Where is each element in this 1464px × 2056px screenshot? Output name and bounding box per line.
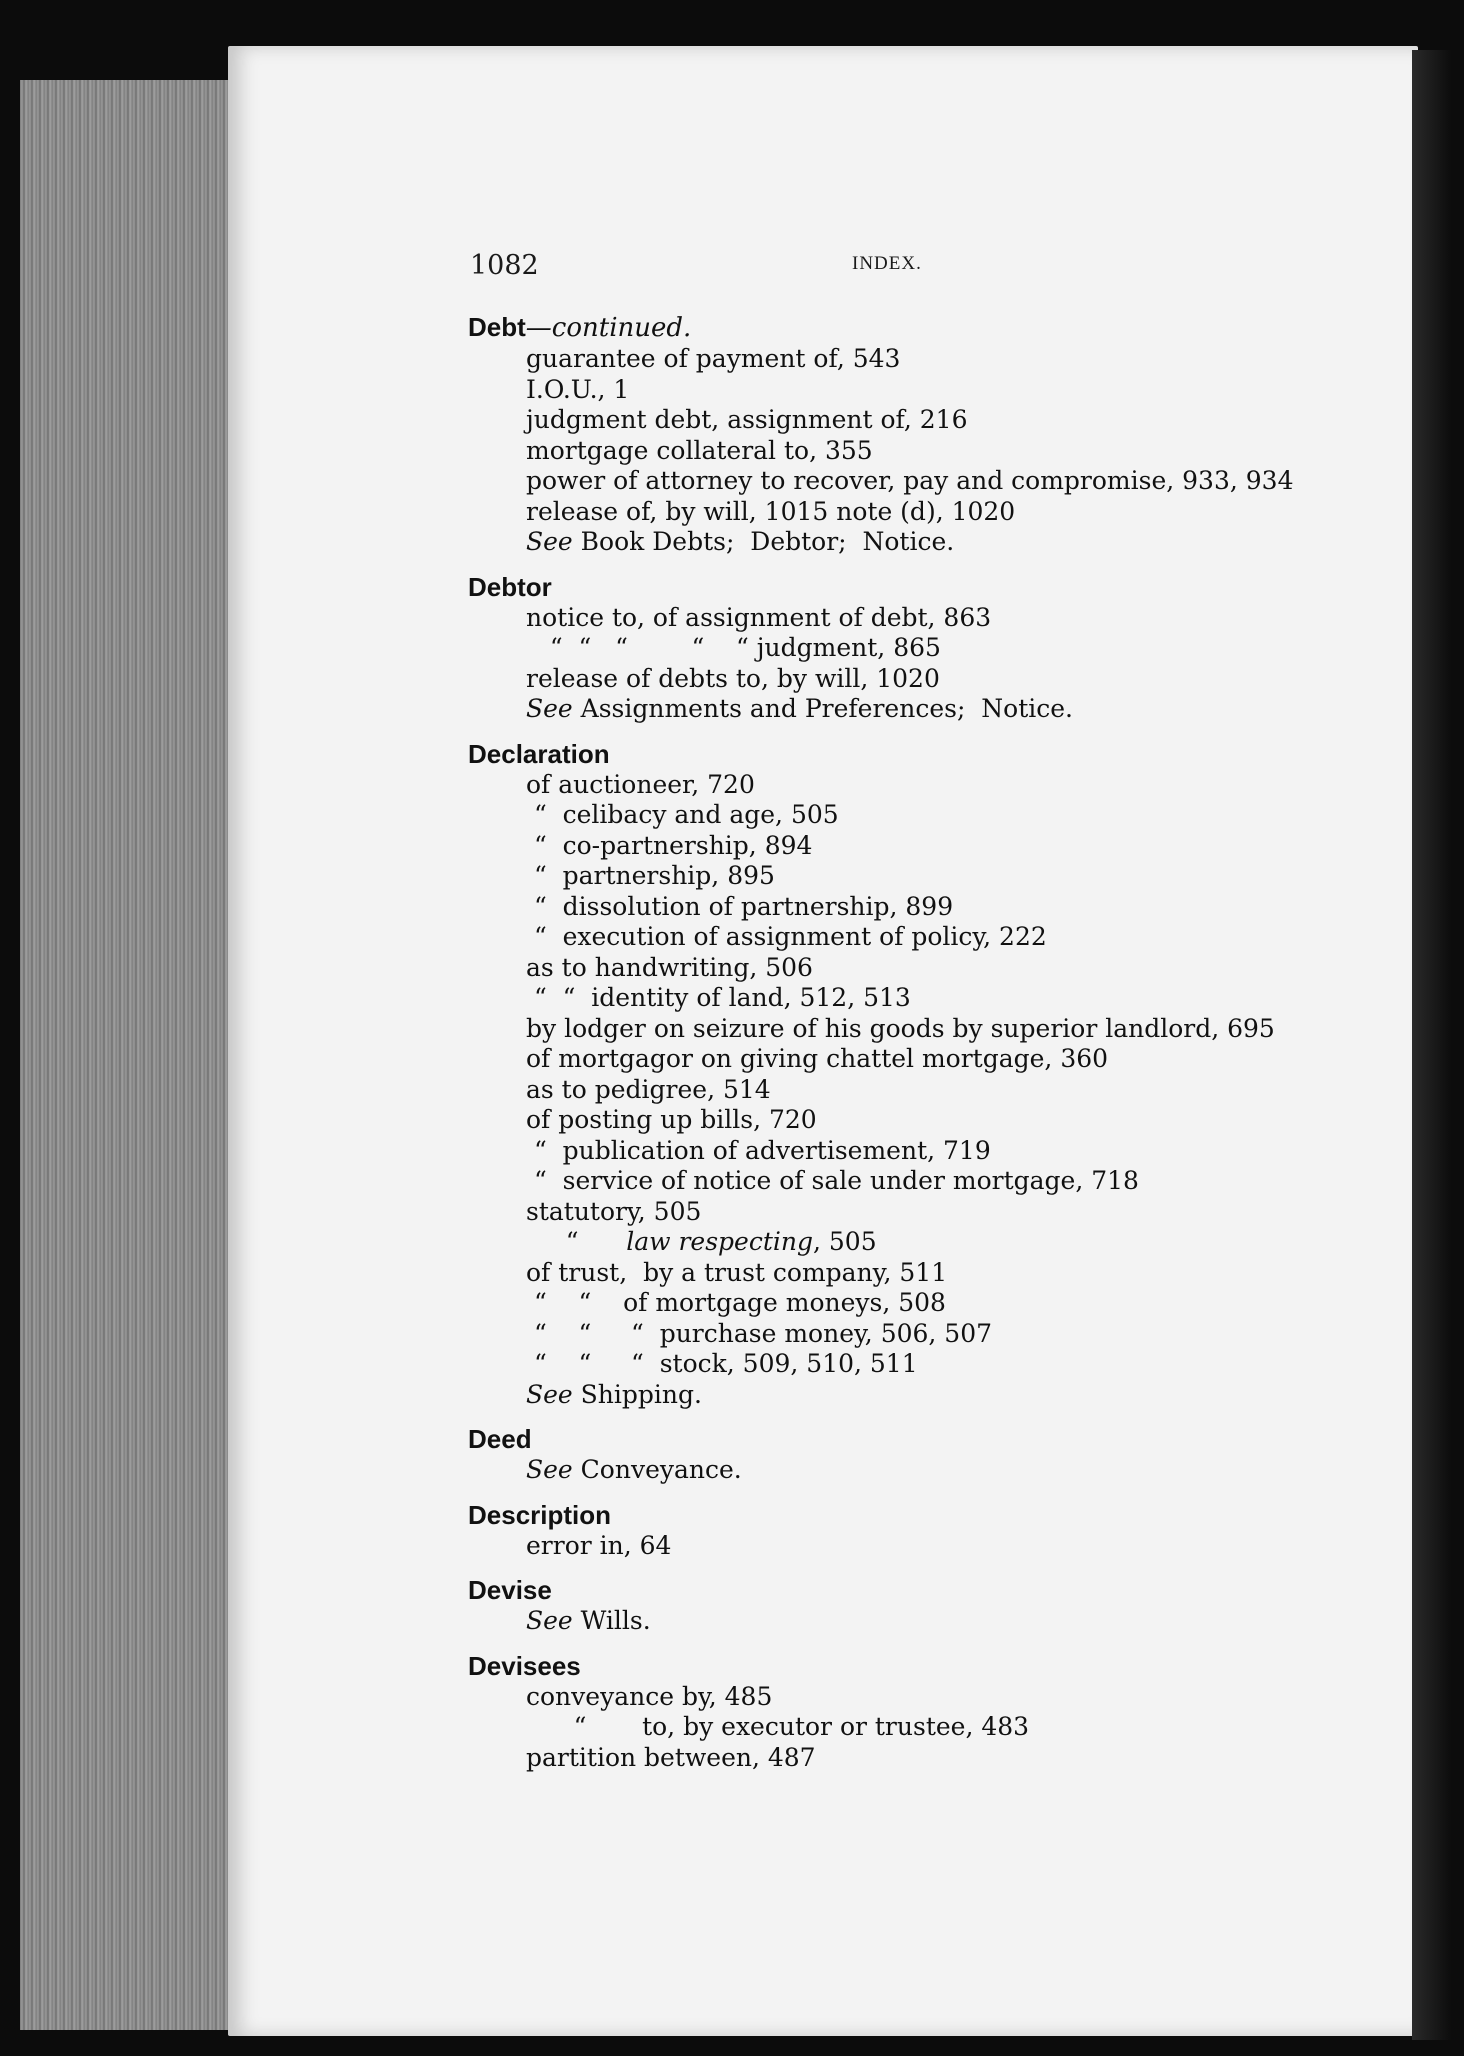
- entry-heading-suffix: —continued.: [525, 313, 692, 343]
- see-reference-label: See: [526, 1455, 573, 1484]
- subline-text: of trust, by a trust company, 511: [526, 1257, 948, 1287]
- entry-heading: [468, 1500, 1348, 1531]
- entry-subline: [468, 436, 1348, 467]
- entry-subline: [468, 1682, 1348, 1713]
- index-entry: [468, 1500, 1348, 1562]
- entry-subline: [468, 770, 1348, 801]
- entry-subline: [468, 983, 1348, 1014]
- entry-subline: [468, 831, 1348, 862]
- subline-text: “ service of notice of sale under mortgage, 718: [526, 1166, 1139, 1195]
- entry-subline: [468, 1105, 1348, 1136]
- subline-text: “ to, by executor or trustee, 483: [526, 1712, 1030, 1741]
- entry-subline: [468, 922, 1348, 953]
- entry-heading-text: Devisees: [468, 1650, 581, 1681]
- subline-text: “ dissolution of partnership, 899: [526, 891, 954, 921]
- entry-subline: [468, 800, 1348, 831]
- entry-subline: [468, 1319, 1348, 1350]
- entry-subline: [468, 1197, 1348, 1228]
- subline-text: error in, 64: [526, 1530, 672, 1560]
- entry-subline: [468, 1075, 1348, 1106]
- see-reference-label: See: [526, 1606, 573, 1635]
- index-entry: [468, 312, 1348, 558]
- subline-text: Conveyance.: [572, 1455, 742, 1484]
- entry-subline: [468, 466, 1348, 497]
- subline-text: “ “ identity of land, 512, 513: [526, 983, 911, 1012]
- entry-heading: [468, 1651, 1348, 1682]
- subline-text: “ partnership, 895: [526, 861, 775, 890]
- entry-heading-text: Devise: [468, 1575, 552, 1605]
- subline-text: as to handwriting, 506: [526, 952, 813, 982]
- entry-subline: [468, 527, 1348, 558]
- entry-subline: [468, 603, 1348, 634]
- subline-text: conveyance by, 485: [526, 1681, 773, 1711]
- subline-text: “ “ “ “ “ judgment, 865: [526, 633, 941, 662]
- subline-text: “ co-partnership, 894: [526, 830, 813, 860]
- index-entry: [468, 739, 1348, 1411]
- subline-text: “ publication of advertisement, 719: [526, 1135, 991, 1165]
- index-entry: [468, 1424, 1348, 1486]
- subline-text: Assignments and Preferences; Notice.: [572, 694, 1073, 723]
- subline-text: “ “ of mortgage moneys, 508: [526, 1288, 946, 1317]
- subline-text: “ “ “ purchase money, 506, 507: [526, 1318, 993, 1348]
- subline-text: release of debts to, by will, 1020: [526, 663, 940, 693]
- index-entry: [468, 572, 1348, 725]
- entry-heading-text: Debtor: [468, 571, 552, 602]
- index-body: [468, 312, 1348, 1787]
- entry-subline: [468, 633, 1348, 664]
- subline-text: “ execution of assignment of policy, 222: [526, 922, 1047, 951]
- subline-text: Book Debts; Debtor; Notice.: [572, 527, 955, 556]
- subline-text: statutory, 505: [526, 1196, 702, 1226]
- entry-subline: [468, 664, 1348, 695]
- index-entry: [468, 1575, 1348, 1637]
- subline-text: judgment debt, assignment of, 216: [526, 405, 968, 434]
- entry-subline: [468, 405, 1348, 436]
- ditto-marks: “: [526, 1227, 627, 1256]
- subline-text: “ celibacy and age, 505: [526, 800, 839, 829]
- see-reference-label: See: [526, 694, 573, 723]
- entry-subline: [468, 1258, 1348, 1289]
- page-number: 1082: [470, 250, 539, 281]
- index-entry: [468, 1651, 1348, 1774]
- subline-text: Shipping.: [572, 1379, 702, 1409]
- page-header: [470, 250, 1170, 290]
- subline-text: “ “ “ stock, 509, 510, 511: [526, 1349, 918, 1378]
- subline-text: of posting up bills, 720: [526, 1105, 817, 1134]
- subline-text: I.O.U., 1: [526, 374, 630, 404]
- entry-subline: [468, 953, 1348, 984]
- entry-heading-text: Debt: [468, 312, 526, 342]
- entry-subline: [468, 694, 1348, 725]
- entry-heading-text: Deed: [468, 1424, 532, 1454]
- entry-heading: [468, 739, 1348, 770]
- entry-subline: [468, 1044, 1348, 1075]
- entry-subline: [468, 1349, 1348, 1380]
- running-head: INDEX.: [852, 253, 922, 274]
- subline-text: power of attorney to recover, pay and compromise, 933, 934: [526, 466, 1294, 495]
- gutter-shadow: [1412, 50, 1452, 2040]
- entry-subline: [468, 1288, 1348, 1319]
- entry-subline: [468, 1380, 1348, 1411]
- entry-subline: [468, 344, 1348, 375]
- entry-subline: [468, 861, 1348, 892]
- entry-subline: [468, 1166, 1348, 1197]
- subline-text: of mortgagor on giving chattel mortgage, 360: [526, 1044, 1109, 1073]
- entry-subline: [468, 1227, 1348, 1258]
- italic-text: law respecting: [626, 1227, 813, 1256]
- subline-text: Wills.: [572, 1606, 651, 1635]
- subline-text: by lodger on seizure of his goods by superior landlord, 695: [526, 1013, 1275, 1043]
- see-reference-label: See: [526, 527, 573, 556]
- entry-subline: [468, 1136, 1348, 1167]
- entry-subline: [468, 375, 1348, 406]
- entry-subline: [468, 1014, 1348, 1045]
- entry-subline: [468, 1455, 1348, 1486]
- subline-text: of auctioneer, 720: [526, 769, 755, 799]
- subline-text: partition between, 487: [526, 1742, 816, 1772]
- subline-text: release of, by will, 1015 note (d), 1020: [526, 496, 1016, 526]
- entry-subline: [468, 497, 1348, 528]
- entry-heading: [468, 572, 1348, 603]
- entry-subline: [468, 892, 1348, 923]
- entry-subline: [468, 1606, 1348, 1637]
- subline-text: guarantee of payment of, 543: [526, 344, 901, 373]
- entry-heading-text: Declaration: [468, 738, 610, 769]
- subline-text: mortgage collateral to, 355: [526, 435, 873, 465]
- entry-subline: [468, 1743, 1348, 1774]
- entry-subline: [468, 1531, 1348, 1562]
- subline-text: as to pedigree, 514: [526, 1074, 771, 1104]
- entry-heading: [468, 1575, 1348, 1606]
- subline-text: , 505: [812, 1227, 877, 1256]
- entry-heading: [468, 312, 1348, 344]
- entry-heading: [468, 1424, 1348, 1455]
- book-page-edges: [20, 80, 260, 2030]
- subline-text: notice to, of assignment of debt, 863: [526, 602, 992, 632]
- entry-subline: [468, 1712, 1348, 1743]
- entry-heading-text: Description: [468, 1499, 612, 1530]
- see-reference-label: See: [526, 1379, 573, 1409]
